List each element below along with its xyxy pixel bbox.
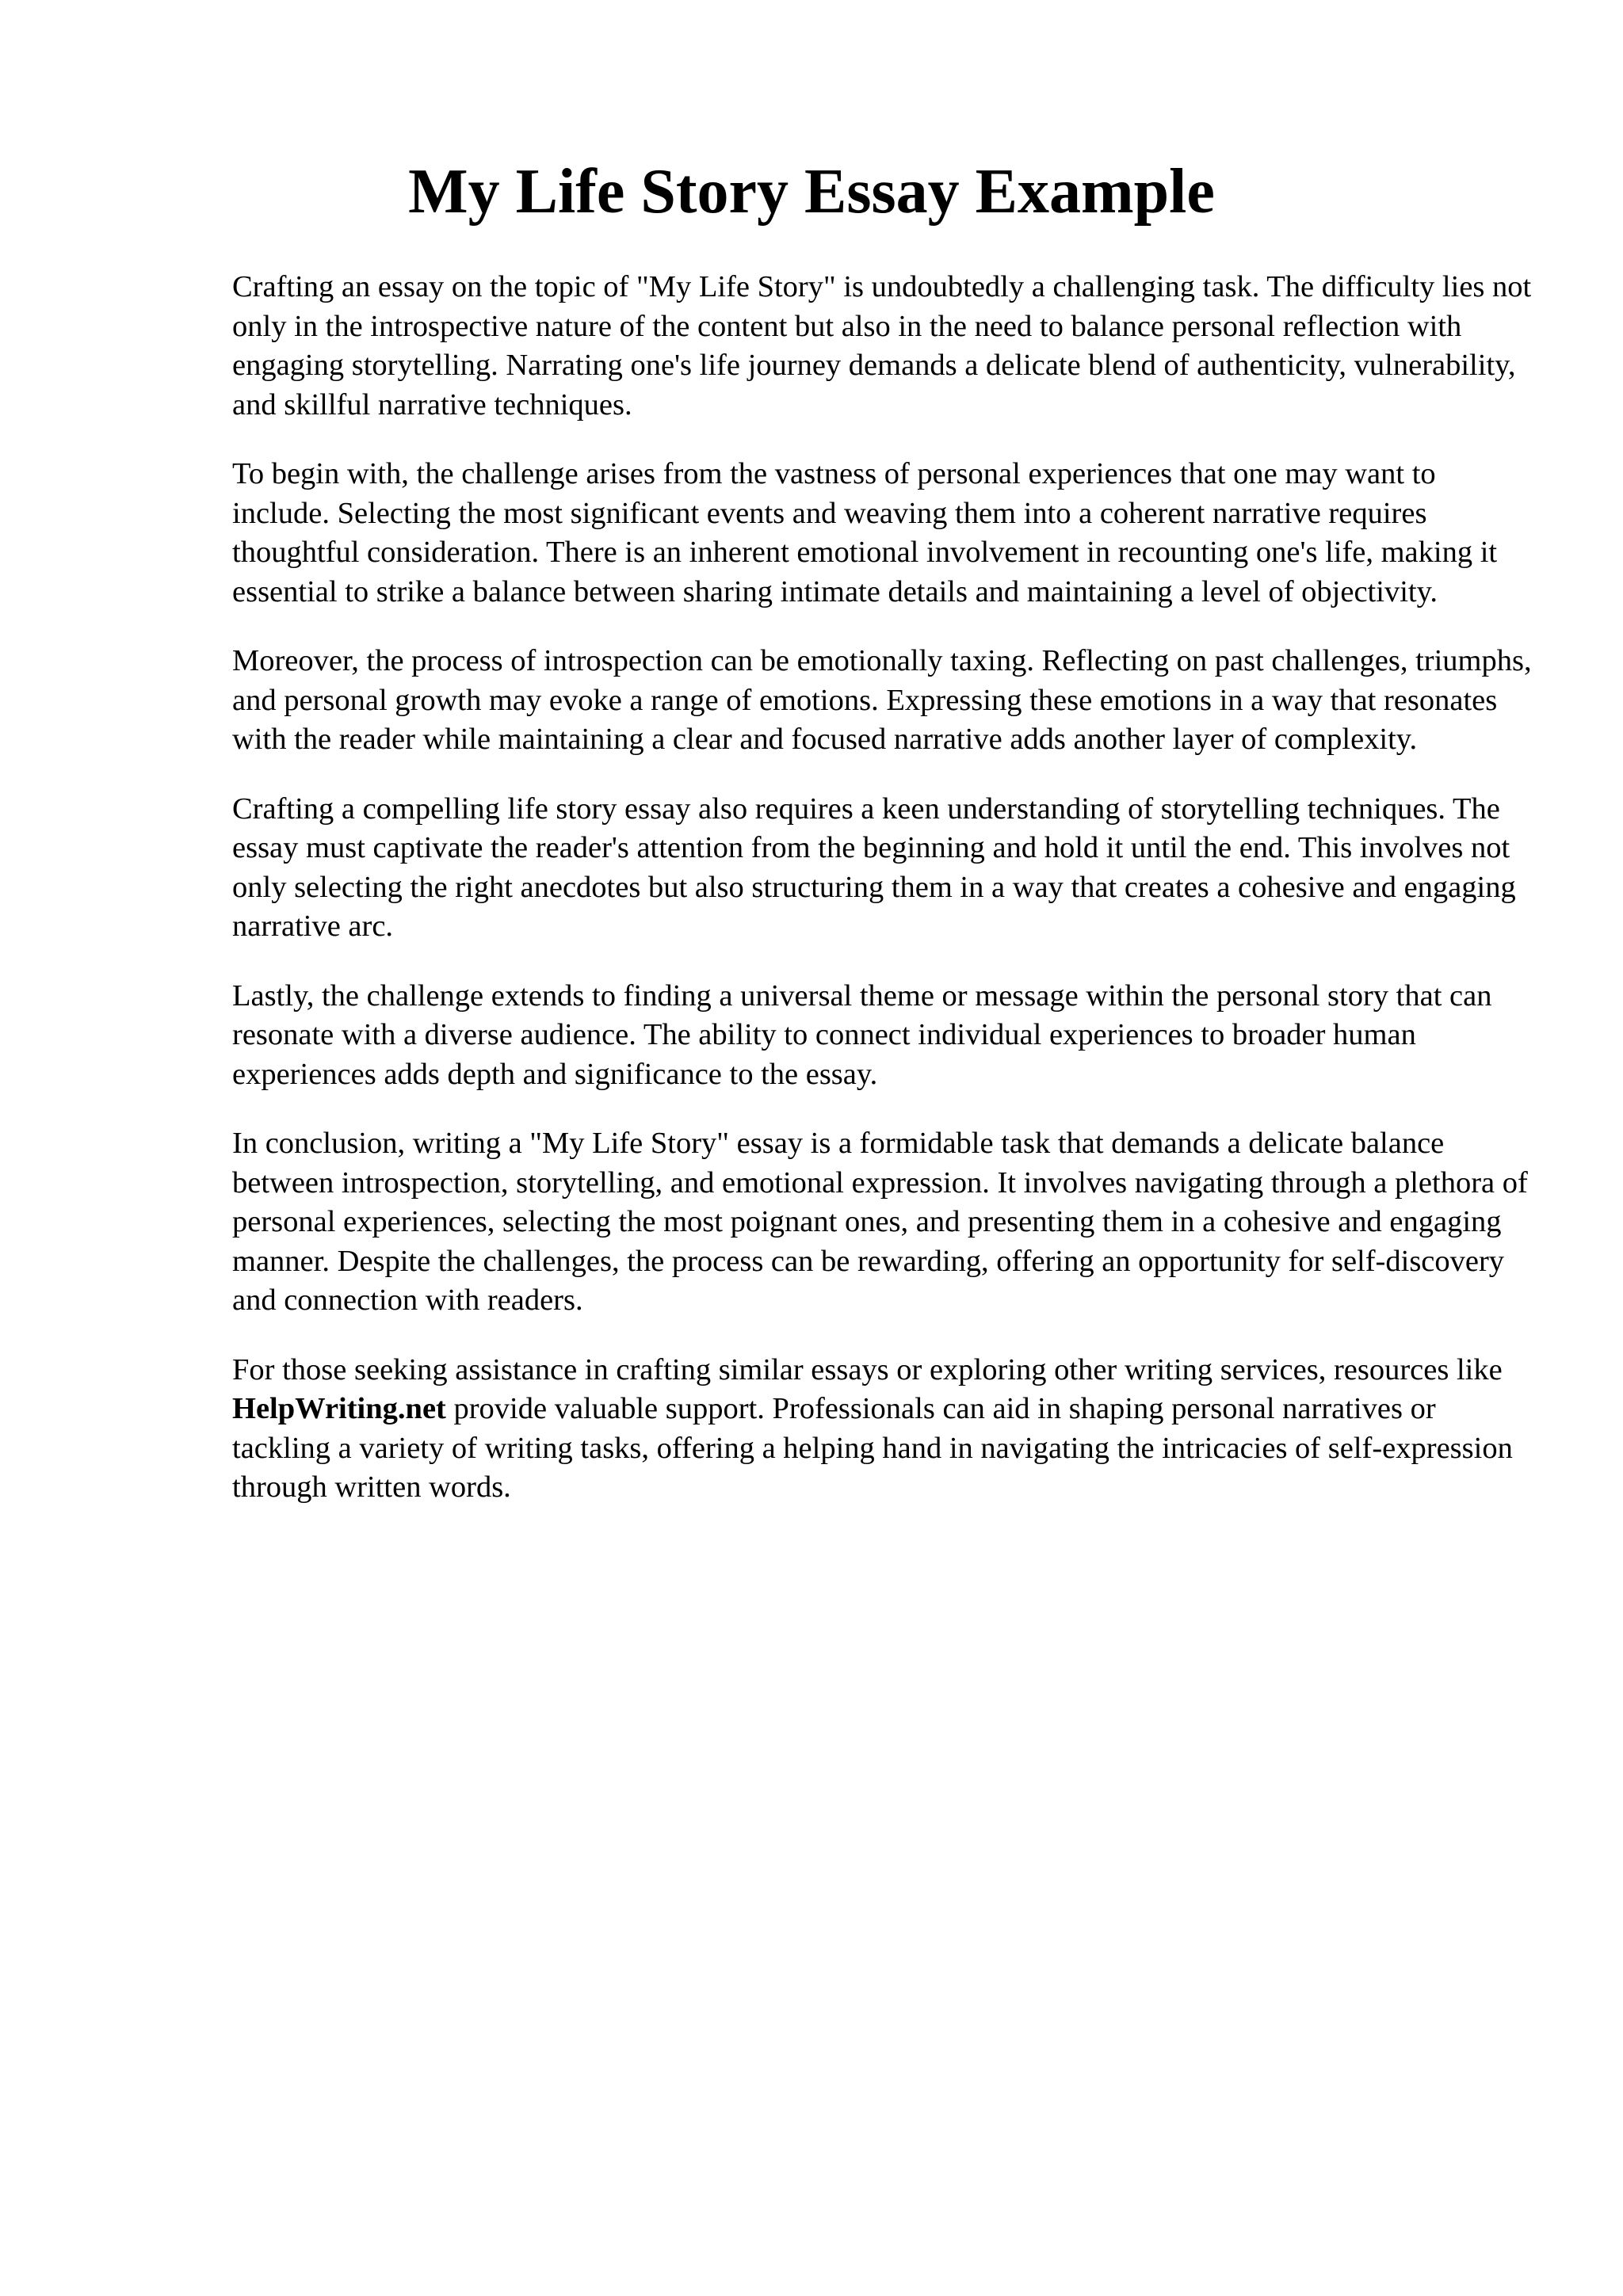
paragraph-conclusion: In conclusion, writing a "My Life Story" essay is a formidable task that demands a delicate balance between introspection, storytelling, and emotional expression. It involves navigating through a plethora of personal experiences, selecting the most poignant ones, and presenting them in a cohesive and engaging manner. Despite the challenges, the process can be rewarding, offering an opportunity for self-discovery and connection with readers.: [232, 1127, 1528, 1317]
paragraph-assistance: [232, 1351, 1532, 1508]
helpwriting-link[interactable]: HelpWriting.net: [232, 1392, 446, 1425]
document-body: [232, 268, 1532, 1538]
paragraph-universal-theme: Lastly, the challenge extends to finding a universal theme or message within the personal story that can resonate with a diverse audience. The ability to connect individual experiences to broader human experiences adds depth and significance to the essay.: [232, 978, 1492, 1091]
paragraph-introspection: Moreover, the process of introspection can be emotionally taxing. Reflecting on past challenges, triumphs, and personal growth may evoke a range of emotions. Expressing these emotions in a way that resonates with the reader while maintaining a clear and focused narrative adds another layer of complexity.: [232, 644, 1532, 756]
paragraph-experiences: To begin with, the challenge arises from the vastness of personal experiences that one may want to include. Selecting the most significant events and weaving them into a coherent narrative requires thoughtful consideration. There is an inherent emotional involvement in recounting one's life, making it essential to strike a balance between sharing intimate details and maintaining a level of objectivity.: [232, 457, 1498, 608]
paragraph-intro: Crafting an essay on the topic of "My Life Story" is undoubtedly a challenging task. The difficulty lies not only in the introspective nature of the content but also in the need to balance personal reflection with engaging storytelling. Narrating one's life journey demands a delicate blend of authenticity, vulnerability, and skillful narrative techniques.: [232, 270, 1532, 421]
assistance-text-before: For those seeking assistance in crafting similar essays or exploring other writing services, resources like: [232, 1352, 1503, 1386]
document-title: My Life Story Essay Example: [408, 157, 1215, 227]
paragraph-storytelling: Crafting a compelling life story essay also requires a keen understanding of storytelling techniques. The essay must captivate the reader's attention from the beginning and hold it until the end. This involves not only selecting the right anecdotes but also structuring them in a way that creates a cohesive and engaging narrative arc.: [232, 791, 1516, 943]
assistance-text-after: provide valuable support. Professionals can aid in shaping personal narratives or tackling a variety of writing tasks, offering a helping hand in navigating the intricacies of self-expression through written words.: [232, 1392, 1513, 1504]
